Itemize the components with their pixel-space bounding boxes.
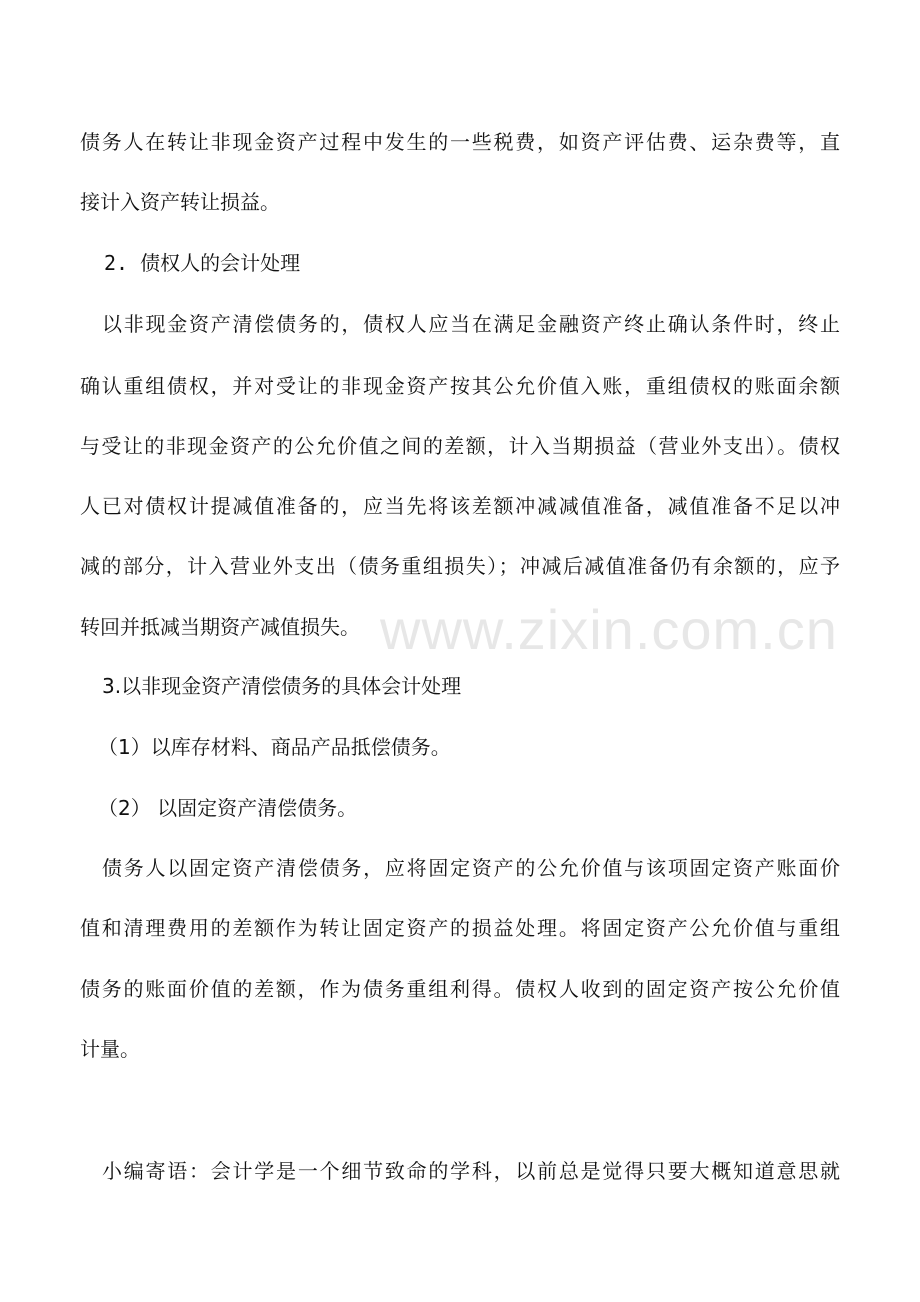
paragraph-line: 确认重组债权，并对受让的非现金资产按其公允价值入账，重组债权的账面余额 xyxy=(80,374,840,398)
editor-note: 小编寄语：会计学是一个细节致命的学科，以前总是觉得只要大概知道意思就 xyxy=(102,1159,840,1183)
section-heading: 2. 债权人的会计处理 xyxy=(104,251,301,275)
section-heading: 3.以非现金资产清偿债务的具体会计处理 xyxy=(102,674,462,698)
paragraph-line: 值和清理费用的差额作为转让固定资产的损益处理。将固定资产公允价值与重组 xyxy=(80,916,840,940)
paragraph-line: 以非现金资产清偿债务的，债权人应当在满足金融资产终止确认条件时，终止 xyxy=(102,312,840,336)
paragraph-line: 债务人在转让非现金资产过程中发生的一些税费，如资产评估费、运杂费等，直 xyxy=(80,130,840,154)
paragraph-line: 人已对债权计提减值准备的，应当先将该差额冲减减值准备，减值准备不足以冲 xyxy=(80,494,840,518)
paragraph-line: 接计入资产转让损益。 xyxy=(80,190,280,214)
paragraph-line: 减的部分，计入营业外支出（债务重组损失）；冲减后减值准备仍有余额的，应予 xyxy=(80,554,840,578)
paragraph-line: 转回并抵减当期资产减值损失。 xyxy=(80,615,360,639)
paragraph-line: 计量。 xyxy=(80,1037,140,1061)
list-item: （1）以库存材料、商品产品抵偿债务。 xyxy=(98,735,451,759)
paragraph-line: 与受让的非现金资产的公允价值之间的差额，计入当期损益（营业外支出）。债权 xyxy=(80,434,840,458)
paragraph-line: 债务的账面价值的差额，作为债务重组利得。债权人收到的固定资产按公允价值 xyxy=(80,977,840,1001)
paragraph-line: 债务人以固定资产清偿债务，应将固定资产的公允价值与该项固定资产账面价 xyxy=(102,856,840,880)
list-item: （2） 以固定资产清偿债务。 xyxy=(98,796,358,820)
watermark: www.zixin.com.cn xyxy=(380,598,838,661)
